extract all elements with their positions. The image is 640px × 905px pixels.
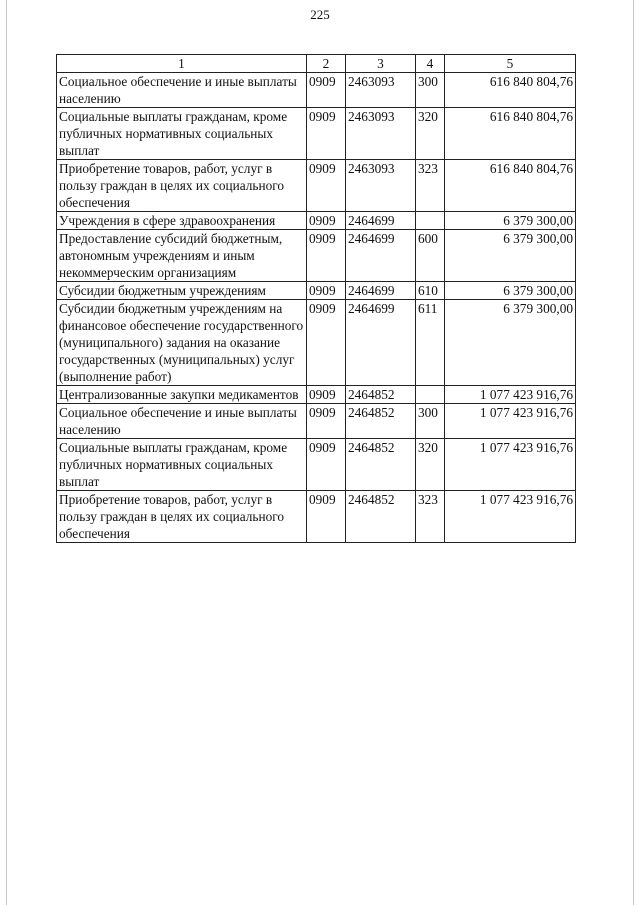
row-article: 2464852 (346, 404, 416, 439)
row-section: 0909 (307, 404, 346, 439)
table-row (57, 300, 576, 386)
row-amount: 1 077 423 916,76 (445, 439, 576, 491)
row-section: 0909 (307, 108, 346, 160)
row-amount: 616 840 804,76 (445, 108, 576, 160)
row-section: 0909 (307, 386, 346, 404)
row-amount: 6 379 300,00 (445, 230, 576, 282)
row-amount: 1 077 423 916,76 (445, 491, 576, 543)
row-name: Социальное обеспечение и иные выплаты населению (57, 404, 307, 439)
row-name: Предоставление субсидий бюджетным, автономным учреждениям и иным некоммерческим организациям (57, 230, 307, 282)
row-article: 2464699 (346, 230, 416, 282)
row-type: 300 (416, 404, 445, 439)
row-type: 323 (416, 491, 445, 543)
scan-edge-left (6, 0, 7, 905)
scan-edge-right (633, 0, 634, 905)
header-col-4: 4 (416, 55, 445, 73)
row-article: 2464852 (346, 439, 416, 491)
row-amount: 1 077 423 916,76 (445, 386, 576, 404)
row-section: 0909 (307, 439, 346, 491)
row-amount: 6 379 300,00 (445, 212, 576, 230)
header-col-1: 1 (57, 55, 307, 73)
row-article: 2463093 (346, 73, 416, 108)
row-name: Субсидии бюджетным учреждениям (57, 282, 307, 300)
table-row (57, 491, 576, 543)
header-col-3: 3 (346, 55, 416, 73)
table-row (57, 108, 576, 160)
table-row (57, 439, 576, 491)
row-type (416, 386, 445, 404)
row-name: Приобретение товаров, работ, услуг в пользу граждан в целях их социального обеспечения (57, 491, 307, 543)
table-row (57, 73, 576, 108)
row-type: 300 (416, 73, 445, 108)
row-name: Субсидии бюджетным учреждениям на финансовое обеспечение государственного (муниципального) задания на оказание государственных (муниципальных) услуг (выполнение работ) (57, 300, 307, 386)
row-type (416, 212, 445, 230)
table-row (57, 386, 576, 404)
table-row (57, 212, 576, 230)
row-amount: 616 840 804,76 (445, 73, 576, 108)
row-amount: 6 379 300,00 (445, 300, 576, 386)
row-article: 2463093 (346, 108, 416, 160)
row-article: 2464699 (346, 282, 416, 300)
header-col-5: 5 (445, 55, 576, 73)
table-row (57, 230, 576, 282)
row-section: 0909 (307, 160, 346, 212)
row-name: Социальные выплаты гражданам, кроме публичных нормативных социальных выплат (57, 108, 307, 160)
row-name: Приобретение товаров, работ, услуг в пользу граждан в целях их социального обеспечения (57, 160, 307, 212)
row-type: 320 (416, 108, 445, 160)
budget-table (56, 54, 576, 543)
row-type: 610 (416, 282, 445, 300)
row-name: Учреждения в сфере здравоохранения (57, 212, 307, 230)
row-name: Социальные выплаты гражданам, кроме публичных нормативных социальных выплат (57, 439, 307, 491)
row-section: 0909 (307, 230, 346, 282)
row-article: 2464699 (346, 212, 416, 230)
row-type: 320 (416, 439, 445, 491)
row-section: 0909 (307, 73, 346, 108)
row-type: 600 (416, 230, 445, 282)
table-row (57, 282, 576, 300)
row-amount: 616 840 804,76 (445, 160, 576, 212)
table-row (57, 404, 576, 439)
row-type: 323 (416, 160, 445, 212)
page-number: 225 (310, 7, 330, 22)
table-row (57, 160, 576, 212)
row-article: 2464852 (346, 386, 416, 404)
row-section: 0909 (307, 282, 346, 300)
row-article: 2464852 (346, 491, 416, 543)
row-type: 611 (416, 300, 445, 386)
row-section: 0909 (307, 212, 346, 230)
row-name: Социальное обеспечение и иные выплаты населению (57, 73, 307, 108)
row-section: 0909 (307, 491, 346, 543)
row-section: 0909 (307, 300, 346, 386)
header-col-2: 2 (307, 55, 346, 73)
row-article: 2464699 (346, 300, 416, 386)
row-amount: 1 077 423 916,76 (445, 404, 576, 439)
row-name: Централизованные закупки медикаментов (57, 386, 307, 404)
table-header-row (57, 55, 576, 73)
row-article: 2463093 (346, 160, 416, 212)
row-amount: 6 379 300,00 (445, 282, 576, 300)
